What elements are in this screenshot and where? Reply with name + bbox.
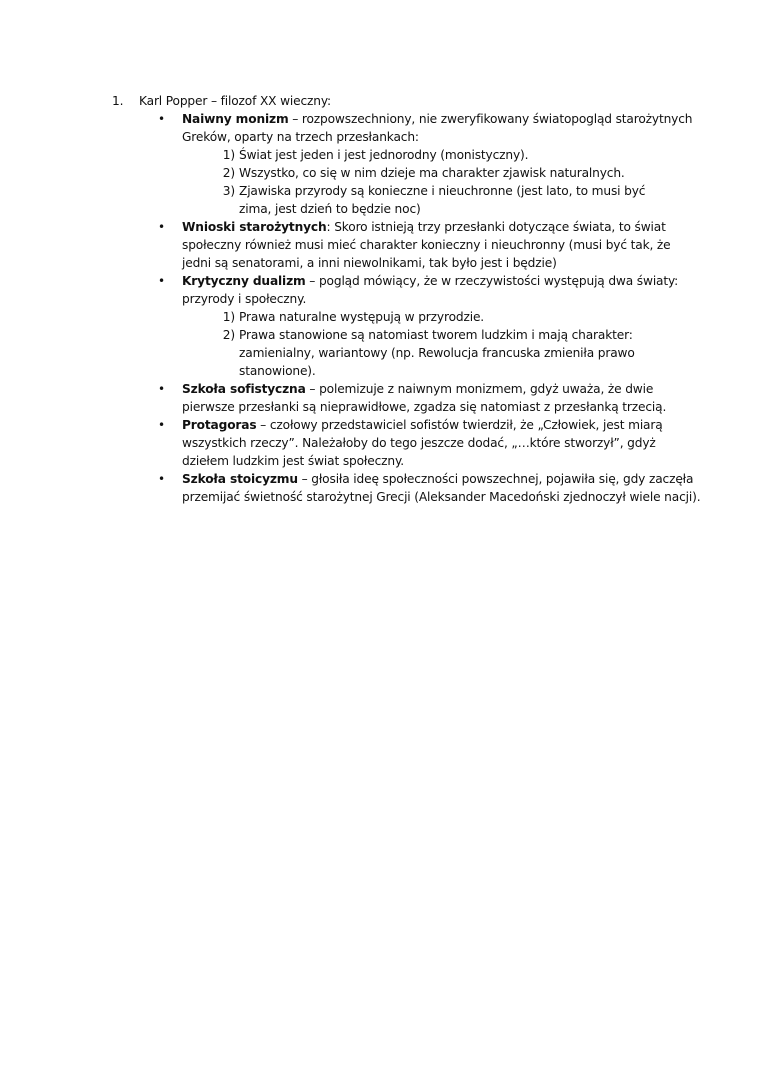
list-item [182, 110, 702, 146]
list-item [182, 380, 702, 416]
list-item-text: – polemizuje z naiwnym monizmem, gdyż uważa, że dwie pierwsze przesłanki są nieprawidłowe, zgadza się natomiast z przesłanką trzecią. [182, 382, 667, 414]
list-item [182, 218, 702, 272]
sub-item-number: 1) [222, 310, 235, 324]
sub-item-number: 3) [222, 184, 235, 198]
bullet-icon: • [158, 418, 165, 432]
list-item [182, 416, 702, 470]
sub-item-number: 2) [222, 328, 235, 342]
list-item-text: – pogląd mówiący, że w rzeczywistości występują dwa światy: przyrody i społeczny. [182, 274, 679, 306]
list-item-term: Szkoła sofistyczna [182, 382, 306, 396]
bullet-icon: • [158, 472, 165, 486]
list-item-term: Szkoła stoicyzmu [182, 472, 298, 486]
sub-item-text: Świat jest jeden i jest jednorodny (monistyczny). [239, 148, 529, 162]
sub-item-number: 2) [222, 166, 235, 180]
list-item-text: – głosiła ideę społeczności powszechnej, pojawiła się, gdy zaczęła przemijać świetność starożytnej Grecji (Aleksander Macedoński zjednoczył wiele nacji). [182, 472, 701, 504]
outline-heading: Karl Popper – filozof XX wieczny: [139, 94, 331, 108]
list-item-term: Protagoras [182, 418, 257, 432]
sub-item-text: Prawa stanowione są natomiast tworem ludzkim i mają charakter: zamienialny, wariantowy (np. Rewolucja francuska zmieniła prawo stanowione). [239, 328, 635, 378]
list-item-term: Krytyczny dualizm [182, 274, 306, 288]
list-item-term: Naiwny monizm [182, 112, 289, 126]
bullet-icon: • [158, 382, 165, 396]
sub-item-text: Wszystko, co się w nim dzieje ma charakter zjawisk naturalnych. [239, 166, 625, 180]
list-item-text: – rozpowszechniony, nie zweryfikowany światopogląd starożytnych Greków, oparty na trzech przesłankach: [182, 112, 693, 144]
outline-number: 1. [112, 94, 124, 108]
list-item [182, 272, 702, 308]
list-item-text: – czołowy przedstawiciel sofistów twierdził, że „Człowiek, jest miarą wszystkich rzeczy”. Należałoby do tego jeszcze dodać, „…które stworzył”, gdyż dziełem ludzkim jest świat społeczny. [182, 418, 663, 468]
bullet-icon: • [158, 274, 165, 288]
sub-item-text: Zjawiska przyrody są konieczne i nieuchronne (jest lato, to musi być zima, jest dzień to będzie noc) [239, 184, 646, 216]
sub-item-number: 1) [222, 148, 235, 162]
list-item [182, 470, 702, 506]
bullet-icon: • [158, 220, 165, 234]
bullet-icon: • [158, 112, 165, 126]
list-item-term: Wnioski starożytnych [182, 220, 327, 234]
sub-item-text: Prawa naturalne występują w przyrodzie. [239, 310, 485, 324]
list-item-text: : Skoro istnieją trzy przesłanki dotyczące świata, to świat społeczny również musi mieć charakter konieczny i nieuchronny (musi być tak, że jedni są senatorami, a inni niewolnikami, tak było jest i będzie) [182, 220, 671, 270]
